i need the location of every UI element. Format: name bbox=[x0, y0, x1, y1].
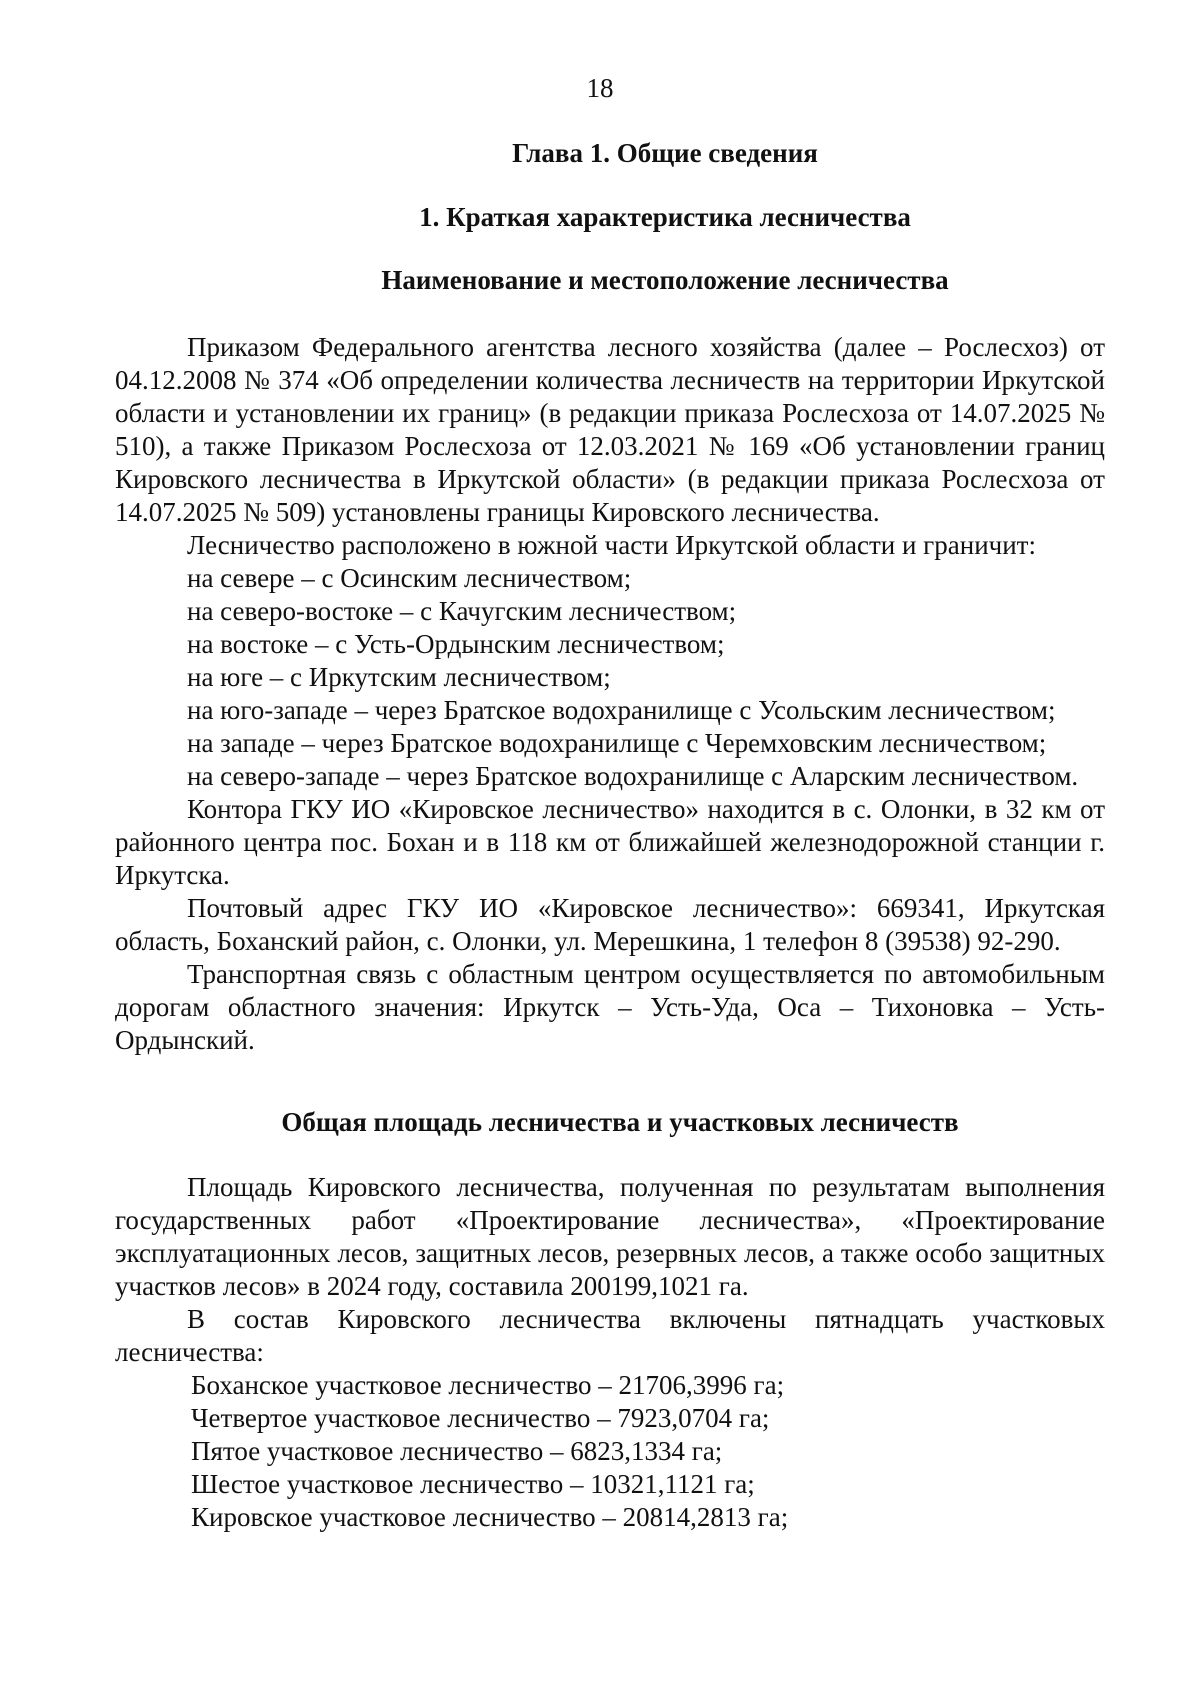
location-text-block bbox=[115, 331, 1105, 1057]
section-title: 1. Краткая характеристика лесничества bbox=[419, 202, 911, 232]
district-item: Боханское участковое лесничество – 21706,3996 га; bbox=[191, 1370, 785, 1400]
chapter-title: Глава 1. Общие сведения bbox=[512, 138, 818, 168]
paragraph-transport: Транспортная связь с областным центром осуществляется по автомобильным дорогам областного значения: Иркутск – Усть-Уда, Оса – Тихоновка – Усть-Ордынский. bbox=[115, 959, 1105, 1055]
paragraph-area: Площадь Кировского лесничества, полученная по результатам выполнения государственных работ «Проектирование лесничества», «Проектирование эксплуатационных лесов, защитных лесов, резервных лесов, а также особо защитных участков лесов» в 2024 году, составила 200199,1021 га. bbox=[115, 1172, 1105, 1301]
border-item-east: на востоке – с Усть-Ордынским лесничеством; bbox=[187, 629, 725, 659]
border-item-southwest: на юго-западе – через Братское водохранилище с Усольским лесничеством; bbox=[187, 695, 1056, 725]
subsection-title-location: Наименование и местоположение лесничества bbox=[381, 265, 949, 295]
district-item: Шестое участковое лесничество – 10321,1121 га; bbox=[191, 1469, 755, 1499]
paragraph-location-intro: Лесничество расположено в южной части Иркутской области и граничит: bbox=[187, 530, 1036, 560]
paragraph-order: Приказом Федерального агентства лесного хозяйства (далее – Рослесхоз) от 04.12.2008 № 374 «Об определении количества лесничеств на территории Иркутской области и установлении их границ» (в редакции приказа Рослесхоза от 14.07.2025 № 510), а также Приказом Рослесхоза от 12.03.2021 № 169 «Об установлении границ Кировского лесничества в Иркутской области» (в редакции приказа Рослесхоза от 14.07.2025 № 509) установлены границы Кировского лесничества. bbox=[115, 332, 1105, 527]
page-number: 18 bbox=[586, 73, 614, 103]
border-item-north: на севере – с Осинским лесничеством; bbox=[187, 563, 632, 593]
paragraph-address: Почтовый адрес ГКУ ИО «Кировское лесничество»: 669341, Иркутская область, Боханский район, с. Олонки, ул. Мерешкина, 1 телефон 8 (39538) 92-290. bbox=[115, 893, 1105, 956]
border-item-west: на западе – через Братское водохранилище с Черемховским лесничеством; bbox=[187, 728, 1047, 758]
border-item-northwest: на северо-западе – через Братское водохранилище с Аларским лесничеством. bbox=[187, 761, 1079, 791]
area-text-block bbox=[115, 1171, 1105, 1534]
paragraph-office: Контора ГКУ ИО «Кировское лесничество» находится в с. Олонки, в 32 км от районного центра пос. Бохан и в 118 км от ближайшей железнодорожной станции г. Иркутска. bbox=[115, 794, 1105, 890]
border-item-northeast: на северо-востоке – с Качугским лесничеством; bbox=[187, 596, 737, 626]
district-item: Четвертое участковое лесничество – 7923,0704 га; bbox=[191, 1403, 770, 1433]
district-item: Кировское участковое лесничество – 20814,2813 га; bbox=[191, 1502, 789, 1532]
border-item-south: на юге – с Иркутским лесничеством; bbox=[187, 662, 611, 692]
paragraph-composition: В состав Кировского лесничества включены пятнадцать участковых лесничества: bbox=[115, 1304, 1105, 1367]
subsection-title-area: Общая площадь лесничества и участковых лесничеств bbox=[281, 1107, 959, 1137]
district-item: Пятое участковое лесничество – 6823,1334 га; bbox=[191, 1436, 723, 1466]
